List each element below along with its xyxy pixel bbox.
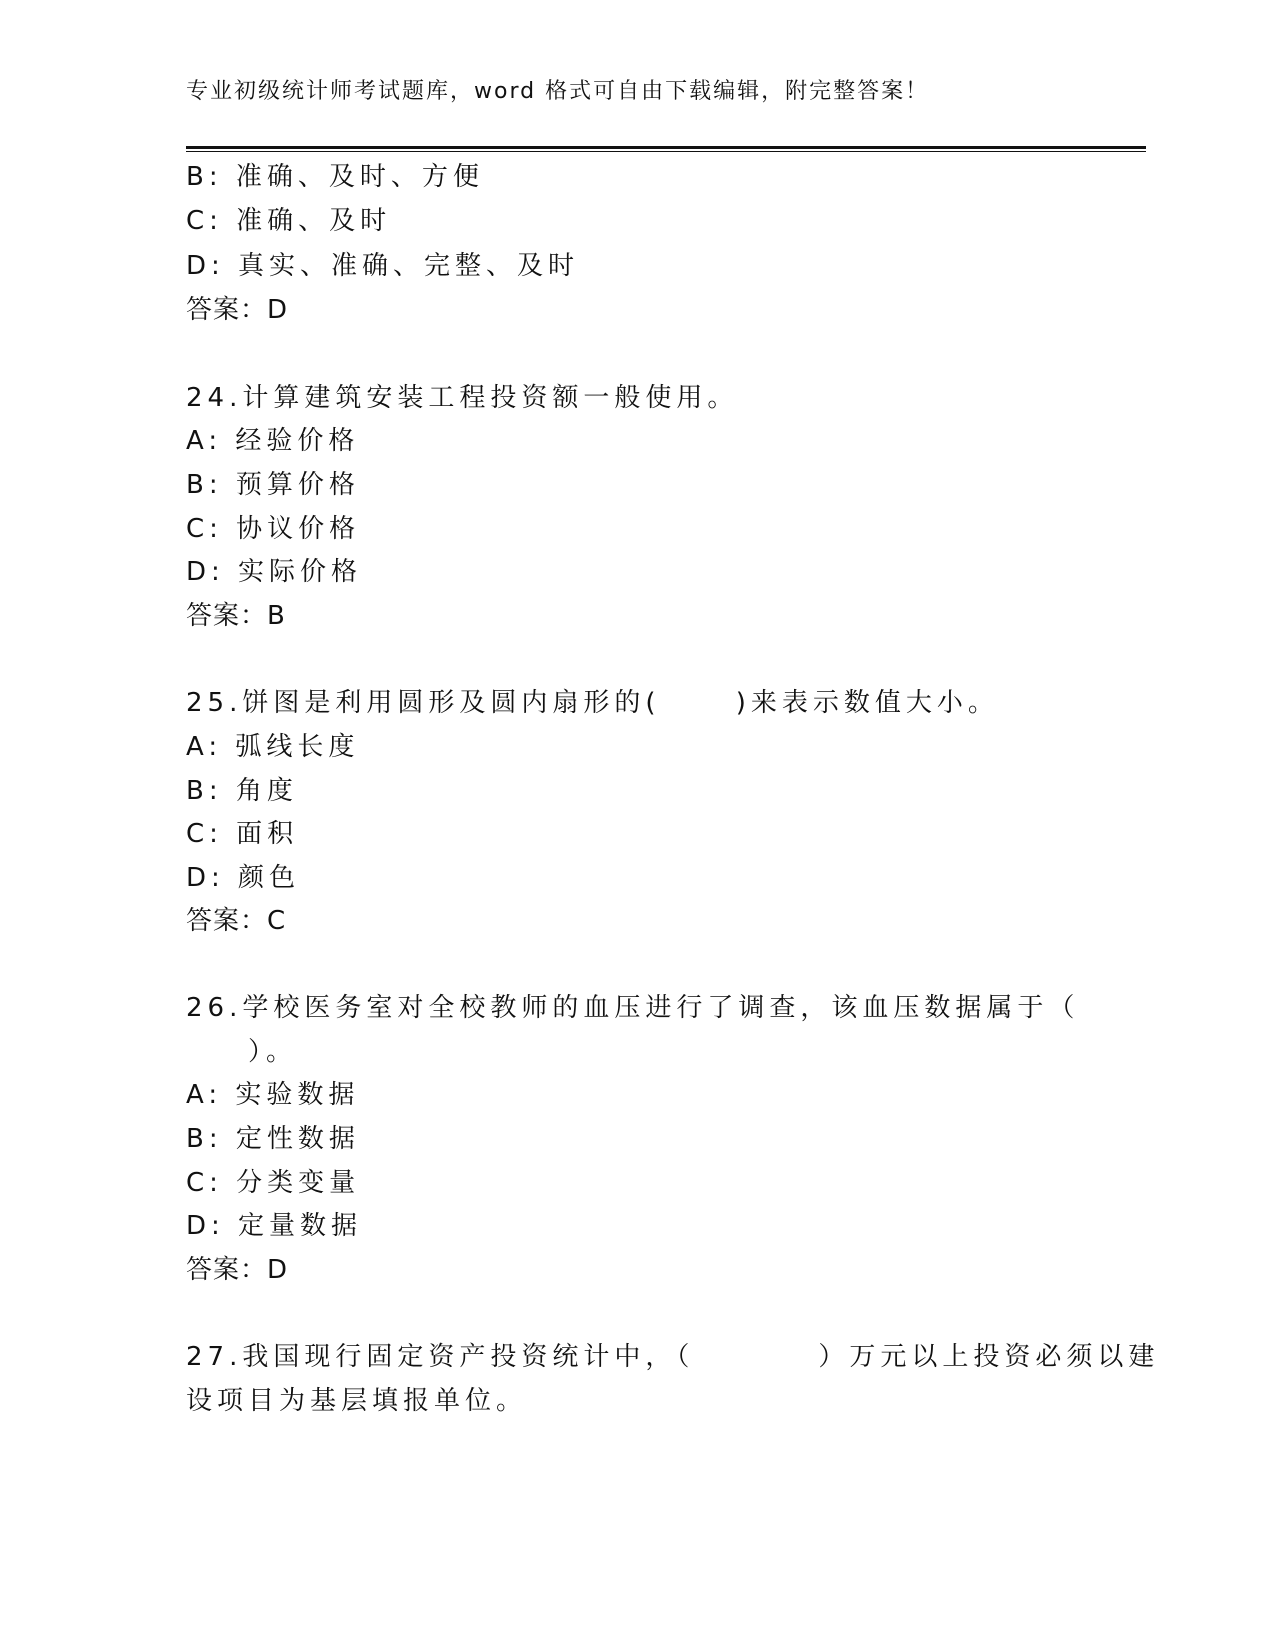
answer: 答案：C bbox=[186, 906, 287, 936]
option-a: A: 弧线长度 bbox=[186, 732, 360, 762]
answer: 答案：B bbox=[186, 601, 286, 631]
question-27-cont: 设项目为基层填报单位。 bbox=[186, 1386, 528, 1416]
question-24: 24.计算建筑安装工程投资额一般使用。 bbox=[186, 383, 739, 413]
option-b: B: 角度 bbox=[186, 776, 298, 806]
option-c: C: 协议价格 bbox=[186, 514, 361, 544]
option-c: C: 准确、及时 bbox=[186, 206, 392, 236]
question-27: 27.我国现行固定资产投资统计中，（ ）万元以上投资必须以建 bbox=[186, 1342, 1160, 1372]
option-d: D: 定量数据 bbox=[186, 1211, 363, 1241]
header-rule-thin bbox=[186, 151, 1146, 152]
header-rule-thick bbox=[186, 146, 1146, 149]
answer: 答案：D bbox=[186, 295, 289, 325]
option-c: C: 分类变量 bbox=[186, 1168, 361, 1198]
answer: 答案：D bbox=[186, 1255, 289, 1285]
option-a: A: 经验价格 bbox=[186, 426, 360, 456]
option-d: D: 真实、准确、完整、及时 bbox=[186, 251, 580, 281]
option-b: B: 定性数据 bbox=[186, 1124, 360, 1154]
option-d: D: 颜色 bbox=[186, 863, 301, 893]
page-header: 专业初级统计师考试题库，word 格式可自由下载编辑，附完整答案！ bbox=[186, 79, 930, 104]
option-b: B: 预算价格 bbox=[186, 470, 360, 500]
option-c: C: 面积 bbox=[186, 819, 299, 849]
option-d: D: 实际价格 bbox=[186, 557, 363, 587]
question-26-cont: ）。 bbox=[186, 1037, 298, 1067]
question-25: 25.饼图是利用圆形及圆内扇形的( )来表示数值大小。 bbox=[186, 688, 999, 718]
option-a: A: 实验数据 bbox=[186, 1080, 360, 1110]
option-b: B: 准确、及时、方便 bbox=[186, 162, 484, 192]
question-26: 26.学校医务室对全校教师的血压进行了调查，该血压数据属于（ bbox=[186, 993, 1080, 1023]
